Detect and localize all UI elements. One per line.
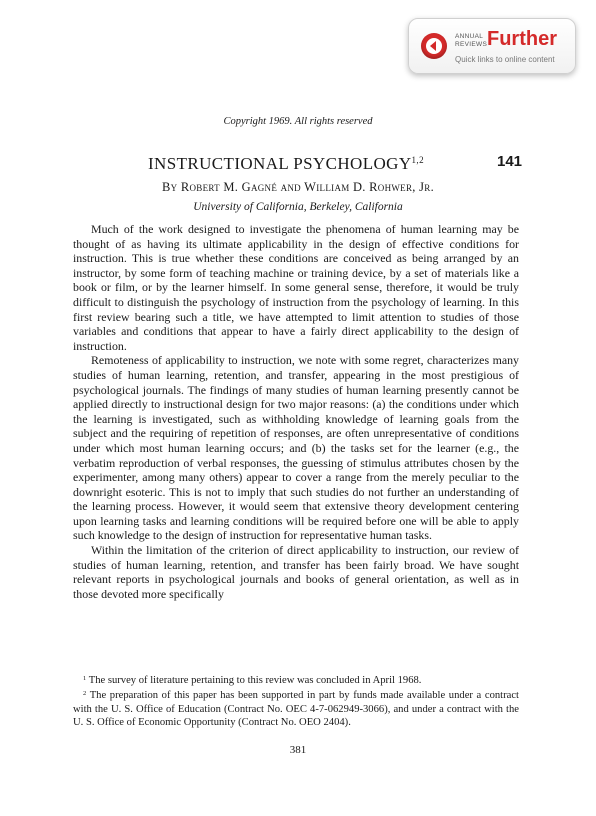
affiliation-line: University of California, Berkeley, California xyxy=(193,201,403,213)
footnotes xyxy=(73,672,519,729)
copyright-line: Copyright 1969. All rights reserved xyxy=(223,116,373,127)
footnote: $^1$ The survey of literature pertaining to this review was concluded in April 1968. xyxy=(83,675,422,686)
article-body xyxy=(73,222,519,601)
body-paragraph: Remoteness of applicability to instruction, we note with some regret, characterizes many studies of human learning, retention, and transfer, appearing in the most prestigious of psychological journals. The findings of many studies of human learning presently cannot be applied directly to instructional design for two major reasons: (a) the conditions under which the learning is investigated, such as withholding knowledge of learning goals from the subject and the requiring of repetition of responses, are often unrepresentative of conditions under which most human learning occurs; and (b) the tasks set for the learner (e.g., the verbatim reproduction of verbal responses, the guessing of stimulus attributes chosen by the experimenter, among many others) appear to cover a range from the merely peculiar to the downright esoteric. This is not to imply that such studies do not further an understanding of the learning process. However, it would seem that extensive theory development centering upon learning tasks and learning conditions will be required before one will be able to apply such knowledge to the design of instruction for representative human tasks. xyxy=(73,353,519,543)
title-footnote-marks: 1,2 xyxy=(411,155,424,165)
body-paragraph: Within the limitation of the criterion of direct applicability to instruction, our review of studies of human learning, retention, and transfer has been fairly broad. We have sought relevant reports in psychological journals and books of general orientation, as well as in those devoted more specifically xyxy=(73,543,519,601)
further-subtitle: Quick links to online content xyxy=(455,55,555,64)
further-badge[interactable] xyxy=(408,18,576,74)
annual-reviews-wordmark: ANNUAL REVIEWS xyxy=(455,33,488,48)
folio-page-number: 381 xyxy=(289,744,307,756)
back-arrow-circle-icon xyxy=(421,33,447,59)
further-wordmark: Further xyxy=(487,28,557,50)
page-number: 141 xyxy=(497,153,523,170)
footnote: $^2$ The preparation of this paper has been supported in part by funds made available under a contract with the U. S. Office of Education (Contract No. OEC 4-7-062949-3066), and under a contract with the U. S. Office of Economic Opportunity (Contract No. OEO 2404). xyxy=(73,690,519,728)
body-paragraph: Much of the work designed to investigate the phenomena of human learning may be thought of as having its ultimate applicability in the design of effective conditions for instruction. This is true whether these conditions are conceived as being arranged by an instructor, by some form of teaching machine or training device, by a set of materials like a book or film, or by the learner himself. In some general sense, therefore, it would be truly difficult to distinguish the psychology of instruction from the psychology of learning. In this first review bearing such a title, we have attempted to limit attention to studies of those variables and conditions that appear to have a fairly direct applicability to the design of instruction. xyxy=(73,222,519,353)
article-title: INSTRUCTIONAL PSYCHOLOGY$^{1,2}$ xyxy=(148,154,424,173)
authors-line: By Robert M. Gagné and William D. Rohwer, Jr. xyxy=(161,180,435,194)
